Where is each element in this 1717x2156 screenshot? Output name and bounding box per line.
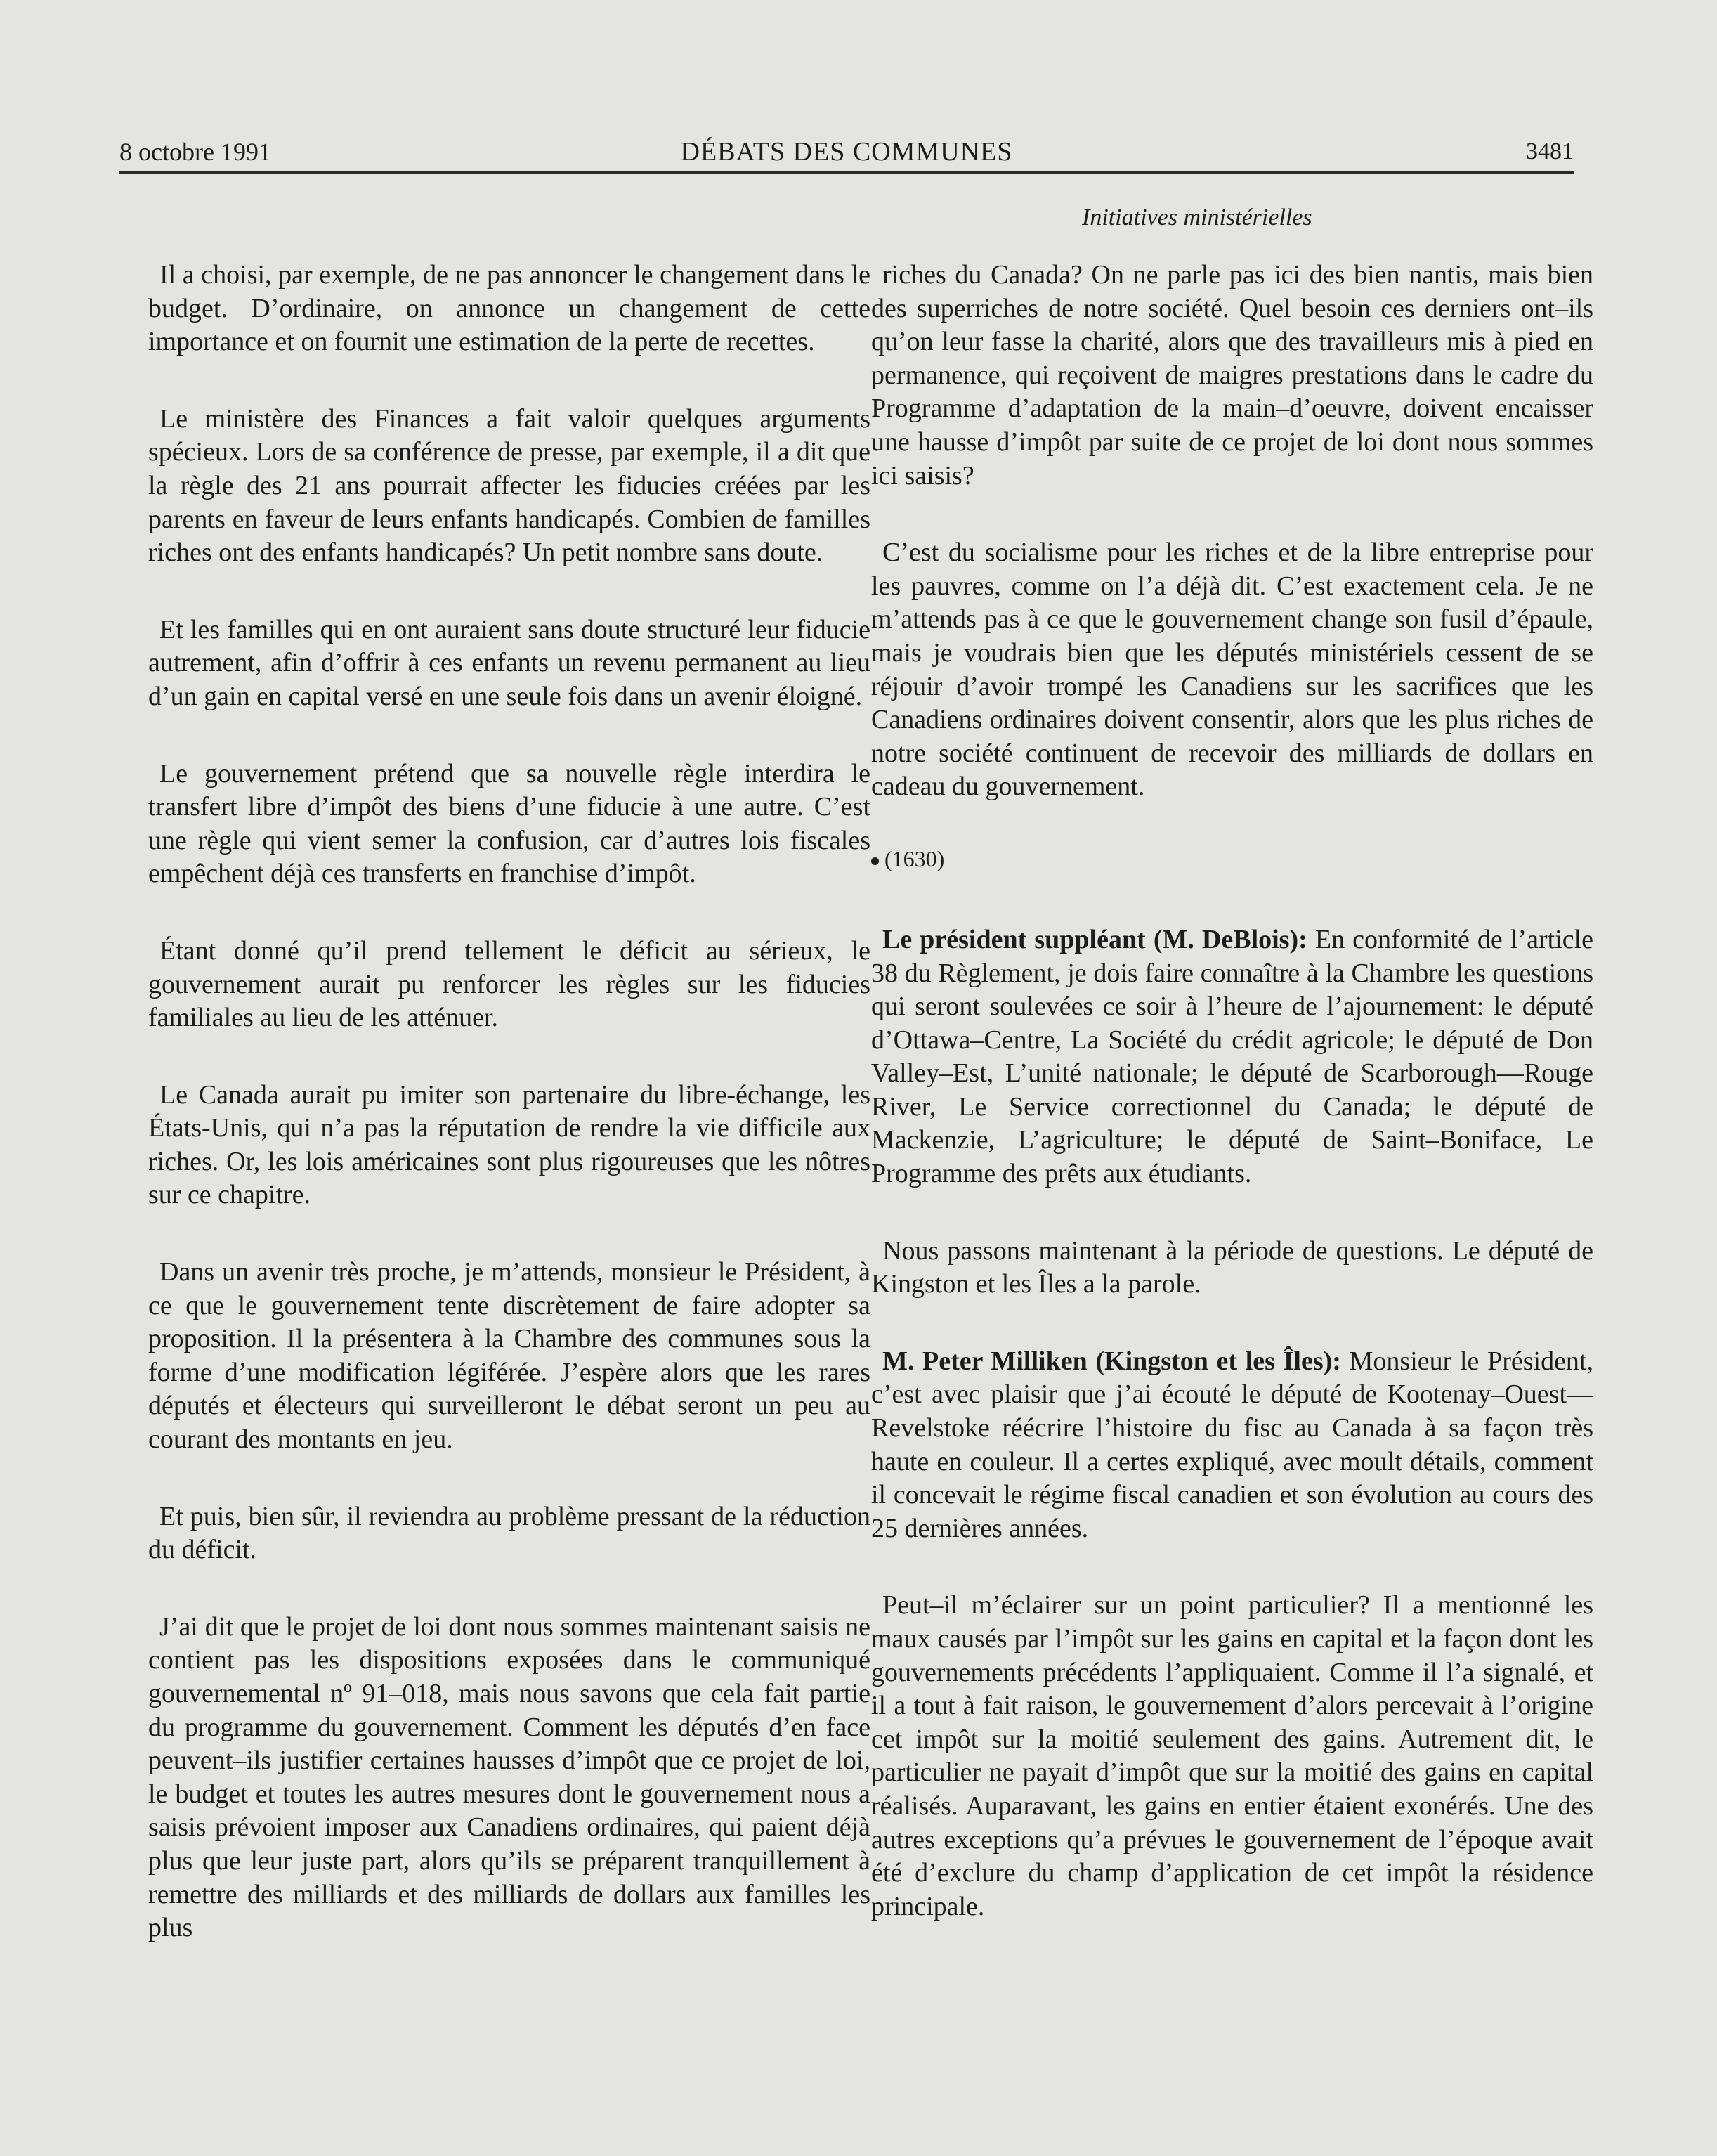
section-label: Initiatives ministérielles [1082,204,1312,230]
bullet-icon [871,857,879,865]
paragraph: Et les familles qui en ont auraient sans doute structuré leur fiducie autrement, afin d’offrir à ces enfants un revenu permanent au lieu d’un gain en capital versé en une seule fois dans un avenir éloigné. [148,614,870,711]
right-column [871,259,1593,1967]
page-header [119,132,1574,171]
paragraph: riches du Canada? On ne parle pas ici des bien nantis, mais bien des superriches de notre société. Quel besoin ces derniers ont–ils qu’on leur fasse la charité, alors que des travailleurs mis à pied en permanence, qui reçoivent de maigres prestations dans le cadre du Programme d’adaptation de la main–d’oeuvre, doivent encaisser une hausse d’impôt par suite de ce projet de loi dont nous sommes ici saisis? [871,260,1593,491]
speech-text: Monsieur le Président, c’est avec plaisir que j’ai écouté le député de Kootenay–Ouest—Revelstoke réécrire l’histoire du fisc au Canada à sa façon très haute en couleur. Il a certes expliqué, avec moult détails, comment il concevait le régime fiscal canadien et son évolution au cours des 25 dernières années. [871,1346,1593,1543]
paragraph: Nous passons maintenant à la période de questions. Le député de Kingston et les Îles a la parole. [871,1235,1593,1299]
paragraph: Étant donné qu’il prend tellement le déficit au sérieux, le gouvernement aurait pu renforcer les règles sur les fiducies familiales au lieu de les atténuer. [148,935,870,1033]
left-column [148,259,870,1989]
header-title: DÉBATS DES COMMUNES [680,137,1013,167]
header-page-number: 3481 [1526,138,1574,164]
paragraph: Le gouvernement prétend que sa nouvelle règle interdira le transfert libre d’impôt des biens d’une fiducie à une autre. C’est une règle qui vient semer la confusion, car d’autres lois fiscales empêchent déjà ces transferts en franchise d’impôt. [148,758,870,889]
time-marker [871,843,1593,874]
paragraph: Le ministère des Finances a fait valoir quelques arguments spécieux. Lors de sa conférence de presse, par exemple, il a dit que la règle des 21 ans pourrait affecter les fiducies créées par les parents en faveur de leurs enfants handicapés. Combien de familles riches ont des enfants handicapés? Un petit nombre sans doute. [148,403,870,568]
speech-text: En conformité de l’article 38 du Règlement, je dois faire connaître à la Chambre les questions qui seront soulevées ce soir à l’heure de l’ajournement: le député d’Ottawa–Centre, La Société du crédit agricole; le député de Don Valley–Est, L’unité nationale; le député de Scarborough—Rouge River, Le Service correctionnel du Canada; le député de Mackenzie, L’agriculture; le député de Saint–Boniface, Le Programme des prêts aux étudiants. [871,924,1593,1189]
paragraph: J’ai dit que le projet de loi dont nous sommes maintenant saisis ne contient pas les dispositions exposées dans le communiqué gouvernemental nº 91–018, mais nous savons que cela fait partie du programme du gouvernement. Comment les députés d’en face peuvent–ils justifier certaines hausses d’impôt que ce projet de loi, le budget et toutes les autres mesures dont le gouvernement nous a saisis prévoient imposer aux Canadiens ordinaires, qui paient déjà plus que leur juste part, alors qu’ils se préparent tranquillement à remettre des milliards et des milliards de dollars aux familles les plus [148,1611,870,1943]
paragraph: Peut–il m’éclairer sur un point particulier? Il a mentionné les maux causés par l’impôt sur les gains en capital et la façon dont les gouvernements précédents l’appliquaient. Comme il l’a signalé, et il a tout à fait raison, le gouvernement d’alors percevait à l’origine cet impôt sur la moitié seulement des gains. Autrement dit, le particulier ne payait d’impôt que sur la moitié des gains en capital réalisés. Auparavant, les gains en entier étaient exonérés. Une des autres exceptions qu’a prévues le gouvernement de l’époque avait été d’exclure du champ d’application de cet impôt la résidence principale. [871,1590,1593,1921]
speech-paragraph [871,1345,1593,1546]
speaker-name: Le président suppléant (M. DeBlois): [882,924,1307,954]
speech-paragraph [871,923,1593,1191]
header-date: 8 octobre 1991 [119,138,271,166]
paragraph: Il a choisi, par exemple, de ne pas annoncer le changement dans le budget. D’ordinaire, on annonce un changement de cette importance et on fournit une estimation de la perte de recettes. [148,260,870,357]
paragraph: Et puis, bien sûr, il reviendra au problème pressant de la réduction du déficit. [148,1501,870,1565]
header-rule [119,171,1574,174]
time-marker-text: (1630) [884,845,945,871]
paragraph: Dans un avenir très proche, je m’attends, monsieur le Président, à ce que le gouvernement tente discrètement de faire adopter sa proposition. Il la présentera à la Chambre des communes sous la forme d’une modification légiférée. J’espère alors que les rares députés et électeurs qui surveilleront le débat seront un peu au courant des montants en jeu. [148,1257,870,1455]
paragraph: C’est du socialisme pour les riches et de la libre entreprise pour les pauvres, comme on l’a déjà dit. C’est exactement cela. Je ne m’attends pas à ce que le gouvernement change son fusil d’épaule, mais je voudrais bien que les députés ministériels cessent de se réjouir d’avoir trompé les Canadiens sur les sacrifices que les Canadiens ordinaires doivent consentir, alors que les plus riches de notre société continuent de recevoir des milliards de dollars en cadeau du gouvernement. [871,538,1593,802]
paragraph: Le Canada aurait pu imiter son partenaire du libre-échange, les États-Unis, qui n’a pas la réputation de rendre la vie difficile aux riches. Or, les lois américaines sont plus rigoureuses que les nôtres sur ce chapitre. [148,1079,870,1210]
speaker-name: M. Peter Milliken (Kingston et les Îles): [882,1346,1341,1376]
